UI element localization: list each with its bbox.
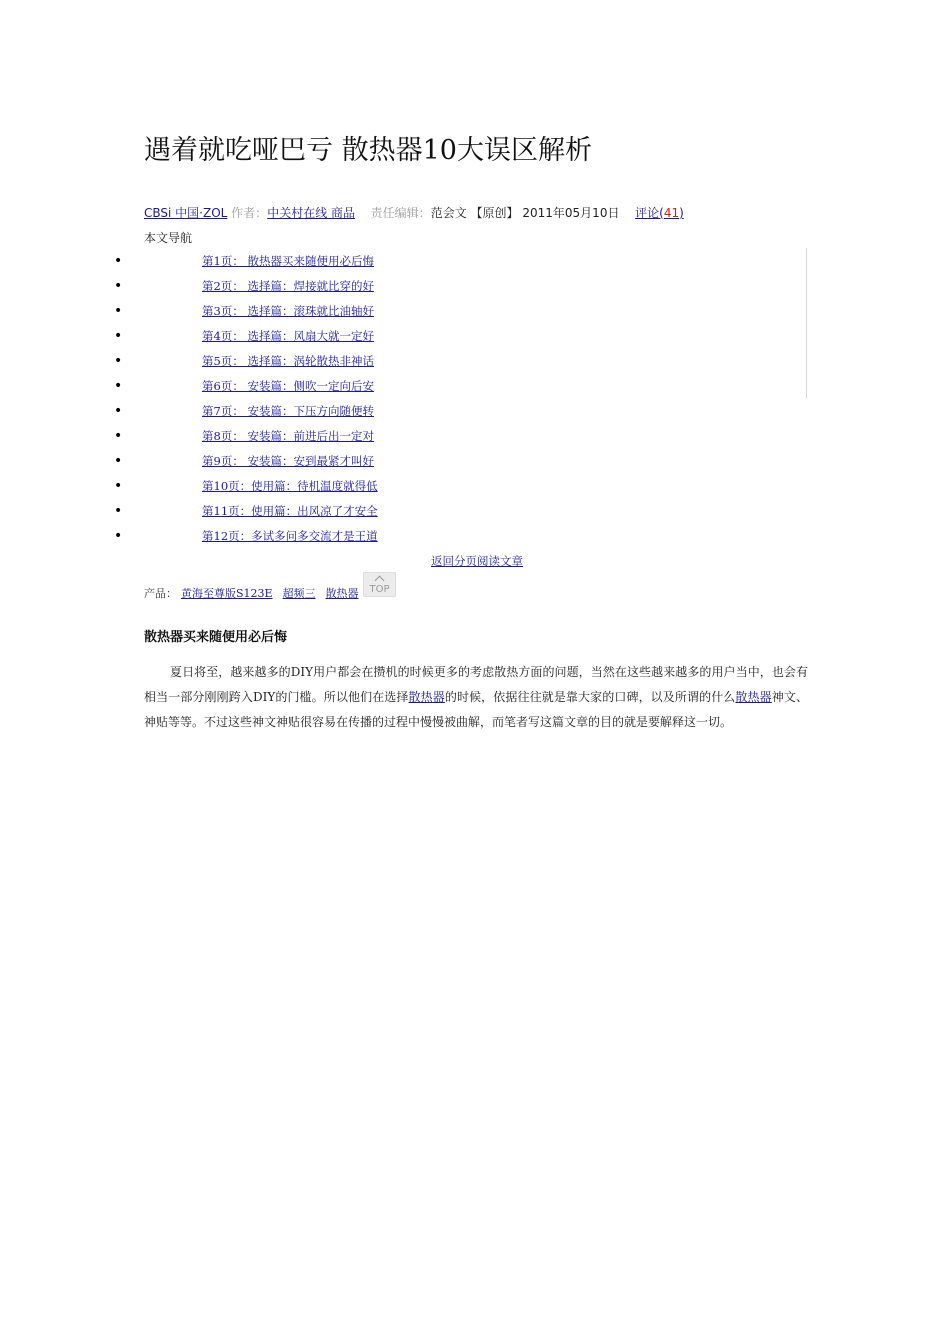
top-button-label: TOP — [369, 583, 390, 595]
back-link-wrap — [431, 553, 523, 569]
paragraph-text-3: 神文、神贴等等。不过这些神文神贴很容易在传播的过程中慢慢被曲解，而笔者写这篇文章的目的就是要解释这一切。 — [144, 690, 808, 729]
comment-link[interactable] — [635, 206, 684, 220]
bullet-icon: • — [114, 528, 123, 544]
nav-page-link[interactable]: 第9页： 安装篇：安到最紧才叫好 — [202, 454, 374, 468]
paragraph-text-1: 夏日将至，越来越多的DIY用户都会在攒机的时候更多的考虑散热方面的问题，当然在这些越来越多的用户当中，也会有相当一部分刚刚跨入DIY的门槛。所以他们在选择 — [144, 665, 808, 704]
section-title: 散热器买来随便用必后悔 — [144, 630, 288, 645]
bullet-icon: • — [114, 403, 123, 419]
publish-date: 2011年05月10日 — [522, 206, 620, 220]
product-tags — [144, 585, 365, 601]
page-title: 遇着就吃哑巴亏 散热器10大误区解析 — [144, 135, 592, 166]
back-to-paged-link[interactable]: 返回分页阅读文章 — [431, 554, 523, 568]
products-label: 产品： — [144, 587, 177, 600]
comment-prefix: 评论( — [635, 206, 664, 220]
keyword-link-1[interactable]: 散热器 — [408, 690, 445, 704]
nav-label: 本文导航 — [144, 231, 193, 245]
product-link-1[interactable]: 黄海至尊版S123E — [181, 587, 273, 600]
bullet-icon: • — [114, 503, 123, 519]
editor-label: 责任编辑： — [370, 206, 431, 220]
keyword-link-2[interactable]: 散热器 — [735, 690, 772, 704]
source-link[interactable]: CBSi 中国·ZOL — [144, 206, 228, 220]
bullet-icon: • — [114, 328, 123, 344]
nav-page-link[interactable]: 第11页：使用篇：出风凉了才安全 — [202, 504, 378, 518]
editor-name: 范会文 — [430, 206, 467, 220]
back-to-top-button[interactable] — [363, 572, 396, 597]
nav-page-link[interactable]: 第8页： 安装篇：前进后出一定对 — [202, 429, 374, 443]
comment-suffix: ) — [679, 206, 684, 220]
nav-page-link[interactable]: 第1页： 散热器买来随便用必后悔 — [202, 254, 374, 268]
bullet-icon: • — [114, 253, 123, 269]
bullet-icon: • — [114, 428, 123, 444]
bullet-icon: • — [114, 303, 123, 319]
author-link[interactable]: 中关村在线 商品 — [267, 206, 356, 220]
nav-page-link[interactable]: 第2页： 选择篇：焊接就比穿的好 — [202, 279, 374, 293]
nav-page-link[interactable]: 第7页： 安装篇：下压方向随便转 — [202, 404, 374, 418]
nav-page-link[interactable]: 第5页： 选择篇：涡轮散热非神话 — [202, 354, 374, 368]
bullet-icon: • — [114, 478, 123, 494]
product-link-2[interactable]: 超频三 — [282, 587, 316, 600]
bullet-icon: • — [114, 453, 123, 469]
nav-page-link[interactable]: 第12页：多试多问多交流才是王道 — [202, 529, 378, 543]
comment-count: 41 — [663, 206, 680, 220]
bullet-icon: • — [114, 278, 123, 294]
nav-page-link[interactable]: 第6页： 安装篇：侧吹一定向后安 — [202, 379, 374, 393]
article-paragraph — [144, 660, 808, 735]
nav-page-link[interactable]: 第10页：使用篇：待机温度就得低 — [202, 479, 378, 493]
nav-page-link[interactable]: 第3页： 选择篇：滚珠就比油轴好 — [202, 304, 374, 318]
bullet-icon: • — [114, 378, 123, 394]
article-meta — [144, 204, 684, 221]
product-link-3[interactable]: 散热器 — [325, 587, 359, 600]
nav-divider — [806, 248, 807, 398]
original-tag: 【原创】 — [470, 206, 519, 220]
nav-page-link[interactable]: 第4页： 选择篇：风扇大就一定好 — [202, 329, 374, 343]
paragraph-text-2: 的时候，依据往往就是靠大家的口碑，以及所谓的什么 — [444, 690, 736, 704]
bullet-icon: • — [114, 353, 123, 369]
author-label: 作者： — [231, 206, 268, 220]
